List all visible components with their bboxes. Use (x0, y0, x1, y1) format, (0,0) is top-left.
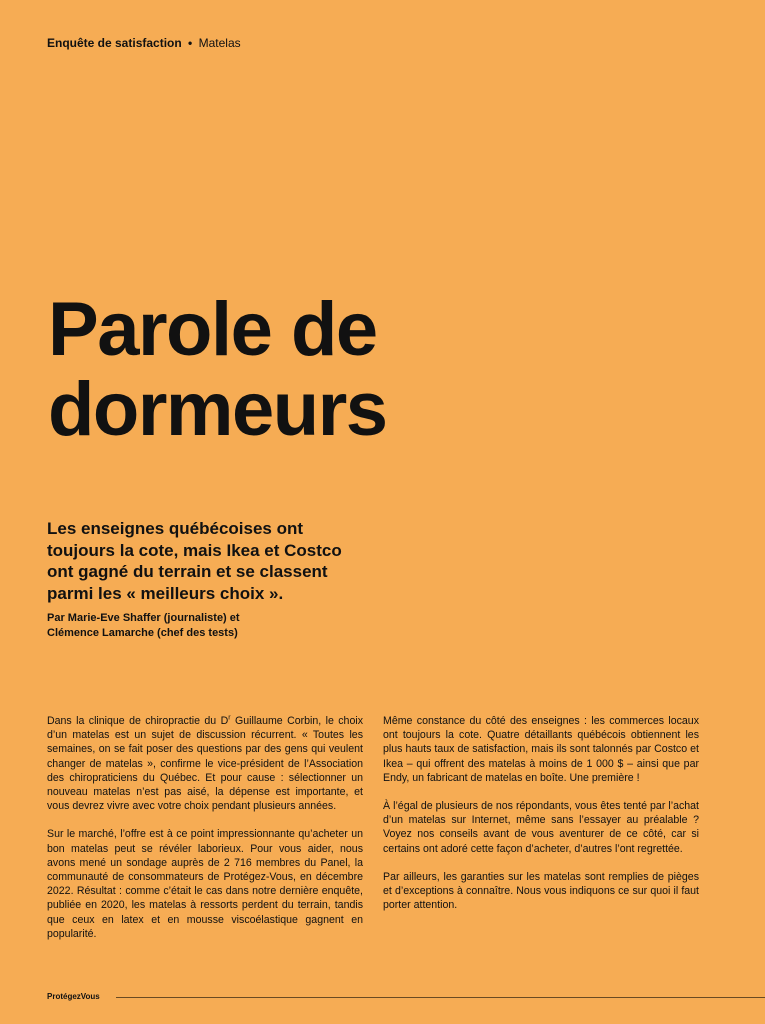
section-label: Enquête de satisfaction (47, 36, 182, 50)
byline-line-2: Clémence Lamarche (chef des tests) (47, 627, 238, 639)
header-separator: • (188, 36, 193, 50)
body-column-right (383, 714, 699, 926)
running-header (47, 36, 241, 50)
title-line-1: Parole de (48, 287, 377, 372)
footer-divider (116, 997, 765, 998)
title-line-2: dormeurs (48, 367, 387, 452)
body-column-left (47, 714, 363, 955)
body-paragraph-1: Dans la clinique de chiropractie du $D^r$ Guillaume Corbin, le choix d’un matelas est un sujet de discussion récurrent. « Toutes les semaines, on se fait poser des questions par des gens qui veulent changer de matelas », confirme le vice-président de l’Association des chiropraticiens du Québec. Et pour cause : sélectionner un nouveau matelas n’est pas aisé, la dépense est importante, et vous devrez vivre avec votre choix pendant plusieurs années. (47, 714, 363, 813)
article-byline (47, 611, 367, 641)
body-paragraph-3: Même constance du côté des enseignes : les commerces locaux ont toujours la cote. Quatre détaillants québécois obtiennent les plus hauts taux de satisfaction, mais ils sont talonnés par Costco et Ikea – qui offrent des matelas à moins de 1 000 $ – ainsi que par Endy, un fabricant de matelas en boîte. Une première ! (383, 715, 699, 784)
body-paragraph-5: Par ailleurs, les garanties sur les matelas sont remplies de pièges et d’exceptions à connaître. Nous vous indiquons ce sur quoi il faut porter attention. (383, 870, 699, 912)
article-deck: Les enseignes québécoises ont toujours la cote, mais Ikea et Costco ont gagné du terrain et se classent parmi les « meilleurs choix ». (47, 519, 342, 603)
footer-brand: ProtégezVous (47, 992, 100, 1001)
body-paragraph-2: Sur le marché, l’offre est à ce point impressionnante qu’acheter un bon matelas peut se révéler laborieux. Pour vous aider, nous avons mené un sondage auprès de 2 716 membres du Panel, la communauté de consommateurs de Protégez-Vous, en décembre 2022. Résultat : comme c’était le cas dans notre dernière enquête, publiée en 2020, les matelas à ressorts perdent du terrain, tandis que ceux en latex et en mousse viscoélastique gagnent en popularité. (47, 828, 363, 940)
body-paragraph-4: À l’égal de plusieurs de nos répondants, vous êtes tenté par l’achat d’un matelas sur Internet, même sans l’essayer au préalable ? Voyez nos conseils avant de vous aventurer de ce côté, car si certains ont adoré cette façon d’acheter, d’autres l’ont regrettée. (383, 800, 699, 855)
article-title (48, 287, 387, 452)
byline-line-1: Par Marie-Eve Shaffer (journaliste) et (47, 612, 240, 624)
topic-label: Matelas (198, 36, 241, 50)
